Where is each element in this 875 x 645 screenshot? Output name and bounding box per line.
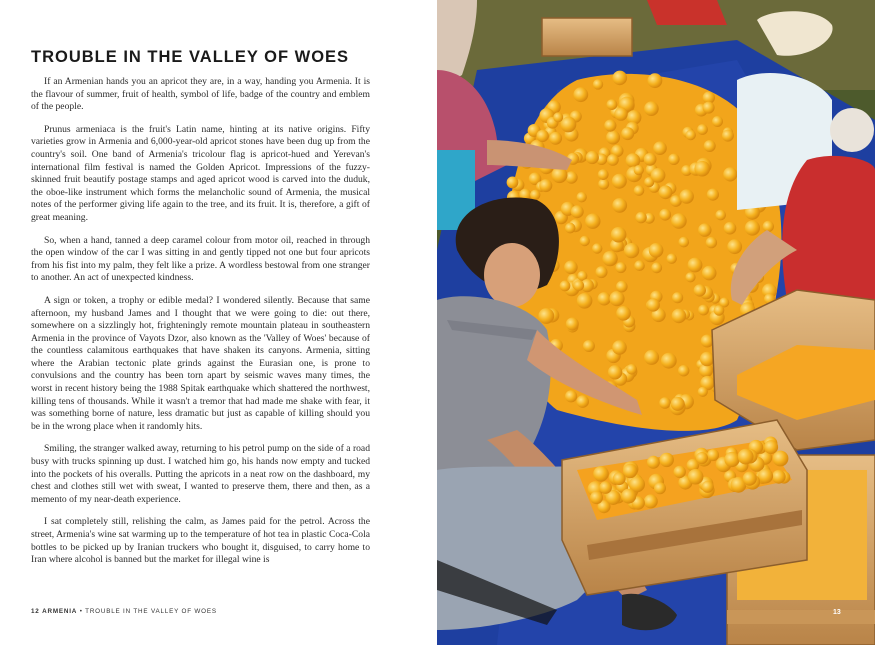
apricot (659, 209, 671, 221)
apricot (680, 189, 694, 203)
apricot (606, 131, 620, 145)
apricot (671, 213, 687, 229)
apricot (672, 309, 687, 324)
apricot (647, 456, 660, 469)
footer-page-number: 12 (31, 608, 40, 615)
apricot (707, 449, 719, 461)
body-text (31, 76, 370, 577)
apricot (702, 266, 717, 281)
apricot (724, 452, 739, 467)
footer-section: ARMENIA (42, 608, 78, 615)
apricot (580, 236, 590, 246)
apricot (688, 258, 703, 273)
apricot (585, 214, 600, 229)
apricot (612, 340, 627, 355)
apricot (577, 293, 593, 309)
apricot (571, 205, 584, 218)
apricot (560, 281, 571, 292)
sorting-woman-face (484, 243, 540, 307)
apricot (698, 305, 709, 316)
paragraph: A sign or token, a trophy or edible medal? I wondered silently. Because that same afternoon, my husband James and I thought that we were going to die: out there, somewhere on a sizzlingly hot, frighteningly remote mountain plateau in southeastern Armenia in the province of Vayots Dzor, also known as the 'Valley of Woes' because of the countless calamitous earthquakes that have shaken its canyons. Armenia, sitting where the Arabian tectonic plate grinds against the Eurasian one, is prone to convulsions and the country has been torn apart by seismic waves many times, the worst in recent history being the 1988 Spitak earthquake which shattered the northwest, killing tens of thousands. While it wasn't a tremor that had made me shake with fear, it was something borne of nature, less dramatic but just as capable of killing should you be in the wrong place when it randomly hits. (31, 294, 370, 432)
apricot (678, 365, 689, 376)
apricot (651, 262, 662, 273)
running-footer (31, 608, 217, 615)
apricot (772, 470, 786, 484)
apricot (743, 472, 757, 486)
apricot (634, 165, 644, 175)
top-crate (542, 18, 632, 56)
apricot (539, 179, 552, 192)
apricot (586, 151, 599, 164)
apricot (573, 280, 584, 291)
apricot (679, 237, 690, 248)
paragraph: If an Armenian hands you an apricot they are, in a way, handing you Armenia. It is the flavour of summer, fruit of health, symbol of life, badge of the country and emblem of the people. (31, 76, 370, 113)
apricot (538, 308, 554, 324)
apricot (598, 179, 609, 190)
apricot (773, 451, 789, 467)
apricot (614, 107, 627, 120)
apricot (644, 350, 659, 365)
apricot (583, 340, 595, 352)
apricot (604, 120, 616, 132)
apricot (608, 365, 622, 379)
paragraph: So, when a hand, tanned a deep caramel colour from motor oil, reached in through the open window of the car I was sitting in and gently tipped not one but four apricots from his fist into my palm, they felt like a prize. A wordless bestowal from one stranger to another. An act of unexpected kindness. (31, 234, 370, 284)
apricot (536, 130, 548, 142)
apricot (624, 243, 639, 258)
apricot (634, 260, 645, 271)
apricot (727, 239, 742, 254)
apricot (611, 227, 627, 243)
apricot (694, 161, 710, 177)
paragraph: Smiling, the stranger walked away, returning to his petrol pump on the side of a road busy with trucks spinning up dust. I watched him go, his hands now empty and tucked into the pockets of his overalls. Putting the apricots in a neat row on the dashboard, my chest and clothes still wet with sweat, I wanted to preserve them, there and then, as a memento of my near-death experience. (31, 443, 370, 505)
apricot (615, 262, 626, 273)
apricot (598, 292, 611, 305)
paragraph: Prunus armeniaca is the fruit's Latin name, hinting at its native origins. Fifty varieties grow in Armenia and 6,000-year-old apricot stones have been dug up from the country's soil. One band of Armenia's tricolour flag is apricot-hued and Yerevan's international film festival is named the Golden Apricot. Impressions of the fuzzy-skinned fruit beautify postage stamps and aged apricot wood is carved into the duduk, the oboe-like instrument which forms the melancholic sound of Armenia, the musical notes of the performer giving life again to the tree, and its fruit. It is, therefore, a gift of great meaning. (31, 123, 370, 223)
apricot (621, 489, 636, 504)
apricot (634, 185, 645, 196)
apricot (599, 481, 612, 494)
apricot (592, 243, 602, 253)
apricot (702, 481, 714, 493)
apricot (654, 482, 666, 494)
apricot (623, 464, 637, 478)
apricot (616, 306, 631, 321)
right-page (437, 0, 875, 645)
left-page (0, 0, 437, 645)
apricot (707, 189, 719, 201)
apricot (686, 130, 696, 140)
apricot (607, 99, 618, 110)
apricot (661, 353, 677, 369)
apricot (763, 221, 774, 232)
apricot (621, 127, 634, 140)
apricot (703, 102, 715, 114)
apricot (647, 298, 660, 311)
apricot (565, 223, 576, 234)
apricot (694, 284, 706, 296)
footer-separator: • (79, 608, 83, 615)
apricot (685, 272, 695, 282)
apricot (553, 112, 563, 122)
apricot (696, 452, 708, 464)
apricot (648, 73, 663, 88)
apricot (724, 222, 737, 235)
apricot (565, 390, 577, 402)
apricot (612, 174, 627, 189)
apricot (688, 469, 704, 485)
right-page-number: 13 (833, 609, 841, 616)
apricot (671, 397, 685, 411)
apricot (668, 154, 679, 165)
apricot (738, 449, 754, 465)
apricot (723, 167, 737, 181)
apricot (659, 185, 673, 199)
apricot (698, 387, 708, 397)
apricot (644, 101, 659, 116)
apricot (566, 318, 579, 331)
apricot (659, 397, 671, 409)
apricot (764, 440, 778, 454)
apricot (704, 140, 716, 152)
apricot (590, 491, 603, 504)
apricot (593, 466, 609, 482)
apricot (758, 469, 773, 484)
footer-chapter: TROUBLE IN THE VALLEY OF WOES (85, 608, 217, 615)
apricot (714, 305, 725, 316)
apricot (598, 169, 609, 180)
apricot (722, 130, 734, 142)
apricot (745, 220, 760, 235)
apricot (644, 153, 657, 166)
apricot (602, 251, 617, 266)
apricot (649, 243, 664, 258)
apricot (635, 212, 646, 223)
apricot (607, 154, 619, 166)
apricot (697, 124, 708, 135)
apricot (672, 292, 683, 303)
apricot (698, 223, 711, 236)
apricot (507, 177, 519, 189)
apricot (616, 281, 628, 293)
apricot (613, 71, 628, 86)
apricot (593, 79, 603, 89)
apricot (660, 453, 674, 467)
chapter-title: TROUBLE IN THE VALLEY OF WOES (31, 48, 350, 66)
apricot (715, 210, 726, 221)
apricot (573, 87, 588, 102)
apricot (674, 466, 686, 478)
apricot (564, 261, 578, 275)
apricot (609, 291, 624, 306)
apricot (712, 116, 723, 127)
apricot (700, 352, 714, 366)
apricot (576, 395, 589, 408)
apricot (626, 364, 637, 375)
apricot (706, 237, 717, 248)
apricot (549, 132, 562, 145)
apricot (653, 141, 667, 155)
apricot (644, 494, 658, 508)
apricot (651, 168, 666, 183)
apricot (667, 254, 677, 264)
apricot (577, 192, 587, 202)
apricot-sorting-photo (437, 0, 875, 645)
apricot (612, 198, 627, 213)
paragraph: I sat completely still, relishing the calm, as James paid for the petrol. Across the street, Armenia's wine sat warming up to the temperature of hot tea in plastic Coca-Cola bottles to be picked up by Iranian truckers who bought it, disguised, to carry home to Iran where alcohol is banned but the market for illegal wine is (31, 516, 370, 566)
apricot (613, 472, 626, 485)
apricot (596, 266, 608, 278)
